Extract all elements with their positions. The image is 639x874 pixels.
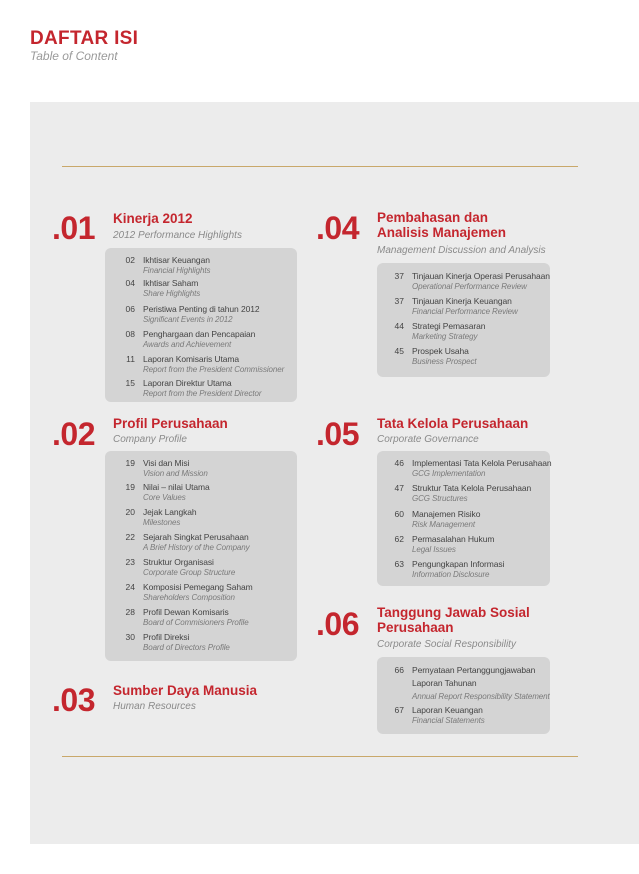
item-title-en: Board of Commisioners Profile bbox=[143, 618, 249, 627]
item-title-en: Corporate Group Structure bbox=[143, 568, 236, 577]
item-title-en: Legal Issues bbox=[412, 545, 456, 554]
toc-item[interactable] bbox=[113, 557, 293, 577]
item-title-en: GCG Structures bbox=[412, 494, 468, 503]
section-title-line: Pembahasan dan bbox=[377, 210, 489, 225]
section-number: .04 bbox=[316, 210, 359, 246]
item-title: Struktur Tata Kelola Perusahaan bbox=[412, 483, 532, 493]
toc-item[interactable] bbox=[113, 532, 293, 552]
item-title-en: Annual Report Responsibility Statement bbox=[412, 692, 550, 701]
item-title: Strategi Pemasaran bbox=[412, 321, 486, 331]
section-number: .03 bbox=[52, 682, 95, 718]
toc-item[interactable] bbox=[113, 582, 293, 602]
section-title-line: Tanggung Jawab Sosial bbox=[377, 605, 530, 620]
item-title: Visi dan Misi bbox=[143, 458, 190, 468]
page-number: 19 bbox=[125, 458, 135, 468]
item-title-en: Significant Events in 2012 bbox=[143, 315, 233, 324]
page-number: 45 bbox=[394, 346, 404, 356]
item-title: Penghargaan dan Pencapaian bbox=[143, 329, 256, 339]
item-title: Pernyataan Pertanggungjawaban bbox=[412, 665, 536, 675]
toc-item[interactable] bbox=[382, 483, 548, 503]
page-number: 37 bbox=[394, 271, 404, 281]
section-subtitle: 2012 Performance Highlights bbox=[113, 230, 242, 241]
toc-item[interactable] bbox=[113, 482, 293, 502]
toc-item[interactable] bbox=[382, 534, 548, 554]
toc-item[interactable] bbox=[113, 255, 293, 275]
item-title-en: Financial Highlights bbox=[143, 266, 211, 275]
item-title-cont: Laporan Tahunan bbox=[412, 678, 477, 688]
section-title[interactable]: Kinerja 2012 bbox=[113, 211, 193, 226]
item-title: Laporan Keuangan bbox=[412, 705, 483, 715]
page-subtitle: Table of Content bbox=[30, 49, 118, 63]
item-title-en: Awards and Achievement bbox=[143, 340, 232, 349]
page-number: 44 bbox=[394, 321, 404, 331]
item-title-en: Risk Management bbox=[412, 520, 475, 529]
page-number: 08 bbox=[125, 329, 135, 339]
toc-item[interactable] bbox=[382, 346, 548, 366]
toc-item[interactable] bbox=[113, 354, 293, 374]
item-title-en: Share Highlights bbox=[143, 289, 201, 298]
toc-item[interactable] bbox=[113, 632, 293, 652]
page-number: 04 bbox=[125, 278, 135, 288]
section-title[interactable]: Profil Perusahaan bbox=[113, 416, 228, 431]
section-number: .06 bbox=[316, 606, 359, 642]
page-number: 02 bbox=[125, 255, 135, 265]
page-number: 62 bbox=[394, 534, 404, 544]
page-number: 30 bbox=[125, 632, 135, 642]
toc-item[interactable] bbox=[382, 509, 548, 529]
item-title: Permasalahan Hukum bbox=[412, 534, 495, 544]
page-number: 22 bbox=[125, 532, 135, 542]
item-title-en: Report from the President Commissioner bbox=[143, 365, 285, 374]
item-title: Profil Dewan Komisaris bbox=[143, 607, 229, 617]
toc-item[interactable] bbox=[382, 321, 548, 341]
item-title-en: Financial Statements bbox=[412, 716, 485, 725]
item-title-en: Operational Performance Review bbox=[412, 282, 527, 291]
page-title: DAFTAR ISI bbox=[30, 28, 139, 49]
toc-item[interactable] bbox=[113, 304, 293, 324]
page-number: 19 bbox=[125, 482, 135, 492]
item-title: Prospek Usaha bbox=[412, 346, 469, 356]
item-title-en: Information Disclosure bbox=[412, 570, 490, 579]
item-title-en: A Brief History of the Company bbox=[143, 543, 250, 552]
toc-item[interactable] bbox=[113, 278, 293, 298]
page-number: 46 bbox=[394, 458, 404, 468]
item-title: Tinjauan Kinerja Keuangan bbox=[412, 296, 512, 306]
item-title: Struktur Organisasi bbox=[143, 557, 214, 567]
section-number: .05 bbox=[316, 416, 359, 452]
item-title-en: Financial Performance Review bbox=[412, 307, 518, 316]
page-number: 47 bbox=[394, 483, 404, 493]
section-subtitle: Human Resources bbox=[113, 701, 196, 712]
section-title-line: Analisis Manajemen bbox=[377, 225, 507, 240]
toc-item[interactable] bbox=[113, 507, 293, 527]
section-title[interactable] bbox=[377, 605, 530, 635]
section-subtitle: Company Profile bbox=[113, 434, 187, 445]
section-title[interactable] bbox=[377, 210, 506, 240]
item-title: Peristiwa Penting di tahun 2012 bbox=[143, 304, 260, 314]
item-title-en: Milestones bbox=[143, 518, 181, 527]
item-title: Pengungkapan Informasi bbox=[412, 559, 505, 569]
toc-item[interactable] bbox=[382, 559, 548, 579]
section-items-box bbox=[377, 263, 550, 377]
item-title: Komposisi Pemegang Saham bbox=[143, 582, 253, 592]
item-title-en: Shareholders Composition bbox=[143, 593, 235, 602]
section-title[interactable]: Tata Kelola Perusahaan bbox=[377, 416, 529, 431]
page-number: 11 bbox=[126, 354, 135, 364]
page-number: 67 bbox=[394, 705, 404, 715]
item-title-en: Report from the President Director bbox=[143, 389, 262, 398]
section-subtitle: Corporate Social Responsibility bbox=[377, 639, 516, 650]
bottom-divider bbox=[62, 756, 578, 757]
section-items-box bbox=[105, 451, 297, 661]
item-title-en: Vision and Mission bbox=[143, 469, 208, 478]
item-title: Profil Direksi bbox=[143, 632, 190, 642]
item-title-en: Board of Directors Profile bbox=[143, 643, 230, 652]
item-title-en: GCG Implementation bbox=[412, 469, 486, 478]
item-title: Ikhtisar Keuangan bbox=[143, 255, 210, 265]
page-number: 63 bbox=[394, 559, 404, 569]
item-title: Laporan Direktur Utama bbox=[143, 378, 232, 388]
section-items-box bbox=[377, 657, 550, 734]
page-number: 20 bbox=[125, 507, 135, 517]
page-number: 60 bbox=[394, 509, 404, 519]
toc-item[interactable] bbox=[382, 665, 548, 701]
item-title: Tinjauan Kinerja Operasi Perusahaan bbox=[412, 271, 550, 281]
page-number: 24 bbox=[125, 582, 135, 592]
section-subtitle: Management Discussion and Analysis bbox=[377, 245, 546, 256]
page-number: 37 bbox=[394, 296, 404, 306]
top-divider bbox=[62, 166, 578, 167]
toc-item[interactable] bbox=[113, 607, 293, 627]
item-title-en: Business Prospect bbox=[412, 357, 477, 366]
toc-item[interactable] bbox=[382, 271, 548, 291]
item-title-en: Marketing Strategy bbox=[412, 332, 478, 341]
section-number: .01 bbox=[52, 210, 95, 246]
item-title: Nilai – nilai Utama bbox=[143, 482, 210, 492]
toc-item[interactable] bbox=[382, 458, 552, 478]
item-title: Sejarah Singkat Perusahaan bbox=[143, 532, 249, 542]
toc-item[interactable] bbox=[382, 296, 548, 316]
toc-item[interactable] bbox=[113, 329, 293, 349]
page-number: 15 bbox=[125, 378, 135, 388]
page-number: 23 bbox=[125, 557, 135, 567]
section-items-box bbox=[377, 451, 550, 586]
toc-item[interactable] bbox=[382, 705, 548, 725]
section-items-box bbox=[105, 248, 297, 402]
section-subtitle: Corporate Governance bbox=[377, 434, 479, 445]
section-title-line: Perusahaan bbox=[377, 620, 454, 635]
page-number: 28 bbox=[125, 607, 135, 617]
page-number: 66 bbox=[394, 665, 404, 675]
item-title: Laporan Komisaris Utama bbox=[143, 354, 239, 364]
section-title[interactable]: Sumber Daya Manusia bbox=[113, 683, 258, 698]
item-title: Implementasi Tata Kelola Perusahaan bbox=[412, 458, 552, 468]
item-title: Ikhtisar Saham bbox=[143, 278, 199, 288]
toc-item[interactable] bbox=[113, 458, 293, 478]
item-title: Manajemen Risiko bbox=[412, 509, 481, 519]
toc-item[interactable] bbox=[113, 378, 293, 398]
page-number: 06 bbox=[125, 304, 135, 314]
item-title-en: Core Values bbox=[143, 493, 186, 502]
section-number: .02 bbox=[52, 416, 95, 452]
item-title: Jejak Langkah bbox=[143, 507, 197, 517]
